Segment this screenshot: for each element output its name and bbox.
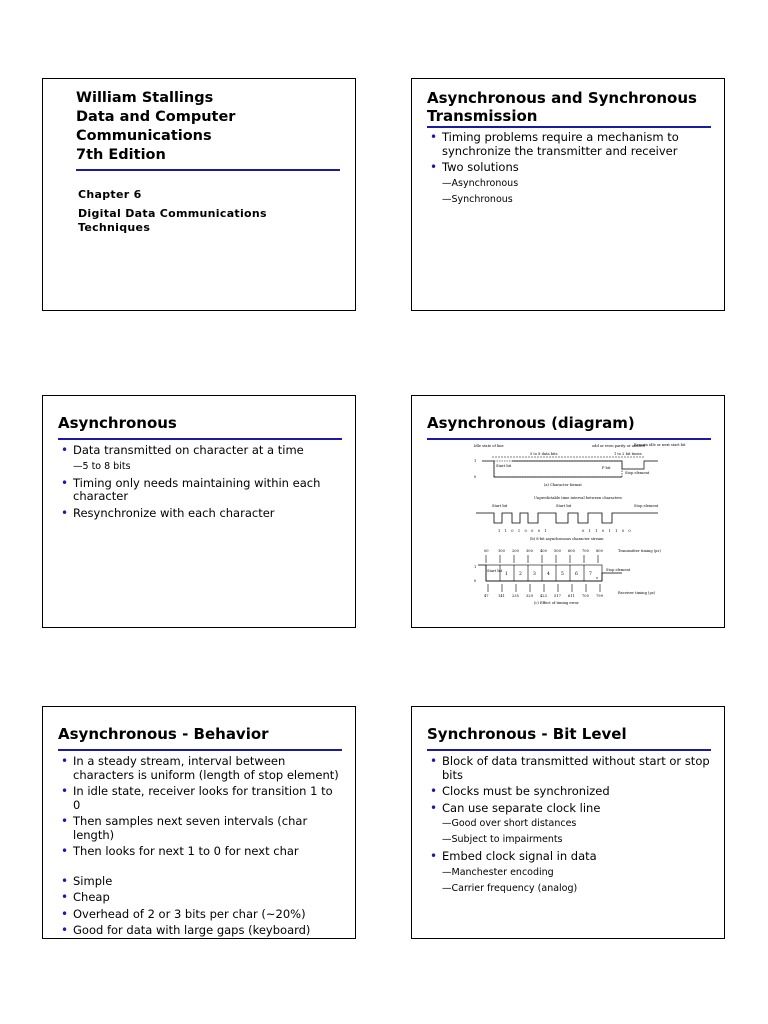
bullet: • Overhead of 2 or 3 bits per char (~20%): [60, 908, 342, 922]
title-line: Communications: [76, 128, 212, 144]
slide-title-text: Synchronous - Bit Level: [427, 725, 627, 743]
rx-tick: 799: [596, 594, 603, 598]
sub-bullet: —5 to 8 bits: [73, 460, 131, 472]
title-rule: [76, 169, 340, 171]
async-stream-wave: [476, 513, 658, 523]
cell-dividers: [500, 565, 584, 581]
tx-tick: 600: [568, 549, 575, 553]
level-1-a: 1: [474, 459, 477, 463]
cell-number: 7: [589, 572, 592, 577]
spacer: [60, 862, 342, 875]
label-stop-length: 1 to 2 bit times: [614, 452, 642, 456]
rx-arrows: [488, 584, 600, 592]
label-remain-idle: Remain idle or next start bit: [634, 443, 686, 447]
sub-bullet: —Carrier frequency (analog): [442, 882, 578, 894]
rx-tick: 235: [512, 594, 519, 598]
bullet-list: [429, 755, 711, 899]
title-rule: [58, 749, 342, 751]
bullet: • Two solutions: [429, 161, 711, 175]
tx-tick-row: [484, 549, 604, 553]
bullet: • Embed clock signal in data: [429, 850, 711, 864]
label-data-bits: 5 to 8 data bits: [530, 452, 558, 456]
rx-tick: 141: [498, 594, 505, 598]
bullet-list: [429, 131, 711, 210]
slide-async-diagram: [411, 395, 725, 628]
tx-tick: 400: [540, 549, 547, 553]
bullet: • In idle state, receiver looks for transition 1 to 0: [60, 785, 342, 812]
title-rule: [58, 438, 342, 440]
cell-number: 1: [505, 572, 508, 577]
bullet: • Data transmitted on character at a time: [60, 444, 342, 458]
label-stop-element-a: Stop element: [625, 471, 650, 475]
caption-c: (c) Effect of timing error: [534, 601, 579, 605]
slide-title-text: Asynchronous: [58, 414, 177, 432]
bullet: • Clocks must be synchronized: [429, 785, 711, 799]
slide-async-behavior: [42, 706, 356, 939]
title-rule: [427, 438, 711, 440]
cell-number: 6: [575, 572, 578, 577]
title-rule: [427, 749, 711, 751]
rx-tick: 611: [568, 594, 575, 598]
rx-tick: 517: [554, 594, 561, 598]
label-start-bit: Start bit: [492, 504, 508, 508]
bullet: • Resynchronize with each character: [60, 507, 342, 521]
bullet: • In a steady stream, interval between characters is uniform (length of stop element): [60, 755, 342, 782]
slide-asynchronous: [42, 395, 356, 628]
cell-number: 8: [596, 576, 598, 580]
bullet: • Then samples next seven intervals (char length): [60, 815, 342, 842]
label-tx-timing: Transmitter timing (μs): [618, 549, 661, 553]
label-idle-state: Idle state of line: [474, 444, 504, 448]
sub-bullet: —Good over short distances: [442, 818, 577, 829]
bits-right: 0 1 1 0 1 1 0 0: [582, 529, 633, 533]
bullet-list: [60, 755, 342, 941]
cell-number: 2: [519, 572, 522, 577]
sub-bullet: —Subject to impairments: [442, 834, 563, 845]
bullet: • Can use separate clock line: [429, 802, 711, 816]
cell-number: 5: [561, 572, 564, 577]
label-start-bit-2: Start bit: [556, 504, 572, 508]
level-1-c: 1: [474, 565, 477, 569]
tx-tick: 800: [596, 549, 603, 553]
tx-tick: 200: [512, 549, 519, 553]
title-rule: [427, 126, 711, 128]
char-wave-c: [478, 565, 622, 581]
slide-title-text: Asynchronous and Synchronous Transmission: [427, 89, 697, 125]
tx-tick: 00: [484, 549, 489, 553]
label-start: Start bit: [496, 464, 512, 468]
label-odd-even: odd or even parity or unused: [592, 444, 645, 448]
bullet: • Timing problems require a mechanism to synchronize the transmitter and receiver: [429, 131, 711, 158]
level-0-a: 0: [474, 475, 477, 479]
cell-number: 3: [533, 572, 536, 577]
label-stop-element-c: Stop element: [606, 568, 631, 572]
title-line: William Stallings: [76, 90, 214, 106]
level-0-c: 0: [474, 579, 477, 583]
rx-tick: 705: [582, 594, 589, 598]
async-timing-diagram: [472, 443, 686, 628]
cell-frame: [486, 565, 602, 581]
tx-tick: 300: [526, 549, 533, 553]
chapter-label: Chapter 6: [78, 188, 142, 201]
chapter-subtitle: Digital Data Communications Techniques: [78, 207, 267, 234]
label-stop-element: Stop element: [634, 504, 659, 508]
rx-tick: 329: [526, 594, 533, 598]
title-line: Data and Computer: [76, 109, 236, 125]
label-rx-timing: Receiver timing (μs): [618, 591, 656, 595]
tx-tick: 500: [554, 549, 561, 553]
bullet: • Timing only needs maintaining within each character: [60, 477, 342, 504]
bullet: • Cheap: [60, 891, 342, 905]
label-start-c: Start bit: [487, 569, 503, 573]
slide-title: [42, 78, 356, 311]
deck-title: [76, 89, 235, 165]
bullet: • Simple: [60, 875, 342, 889]
bullet: • Good for data with large gaps (keyboard): [60, 924, 342, 938]
bullet: • Then looks for next 1 to 0 for next char: [60, 845, 342, 859]
rx-tick: 47: [484, 594, 489, 598]
slide-async-sync: [411, 78, 725, 311]
slide-title-text: Asynchronous (diagram): [427, 414, 635, 432]
tx-tick: 700: [582, 549, 589, 553]
sub-bullet: —Asynchronous: [442, 177, 519, 189]
label-p-bit: P bit: [602, 466, 611, 470]
tx-arrows: [486, 555, 598, 563]
tx-tick: 100: [498, 549, 505, 553]
cell-number: 4: [547, 572, 550, 577]
rx-tick-row: [484, 594, 604, 598]
sub-bullet: —Synchronous: [442, 193, 513, 205]
label-unpredictable: Unpredictable time interval between characters: [534, 496, 622, 500]
bullet-list: [60, 444, 342, 523]
rx-tick: 423: [540, 594, 547, 598]
bits-left: 1 1 0 1 0 0 0 1: [498, 529, 549, 533]
sub-bullet: —Manchester encoding: [442, 866, 554, 878]
slide-title-text: Asynchronous - Behavior: [58, 725, 269, 743]
caption-a: (a) Character format: [544, 483, 582, 487]
slide-sync-bit-level: [411, 706, 725, 939]
title-line: 7th Edition: [76, 147, 166, 163]
bullet: • Block of data transmitted without start or stop bits: [429, 755, 711, 782]
caption-b: (b) 8-bit asynchronous character stream: [530, 537, 604, 541]
